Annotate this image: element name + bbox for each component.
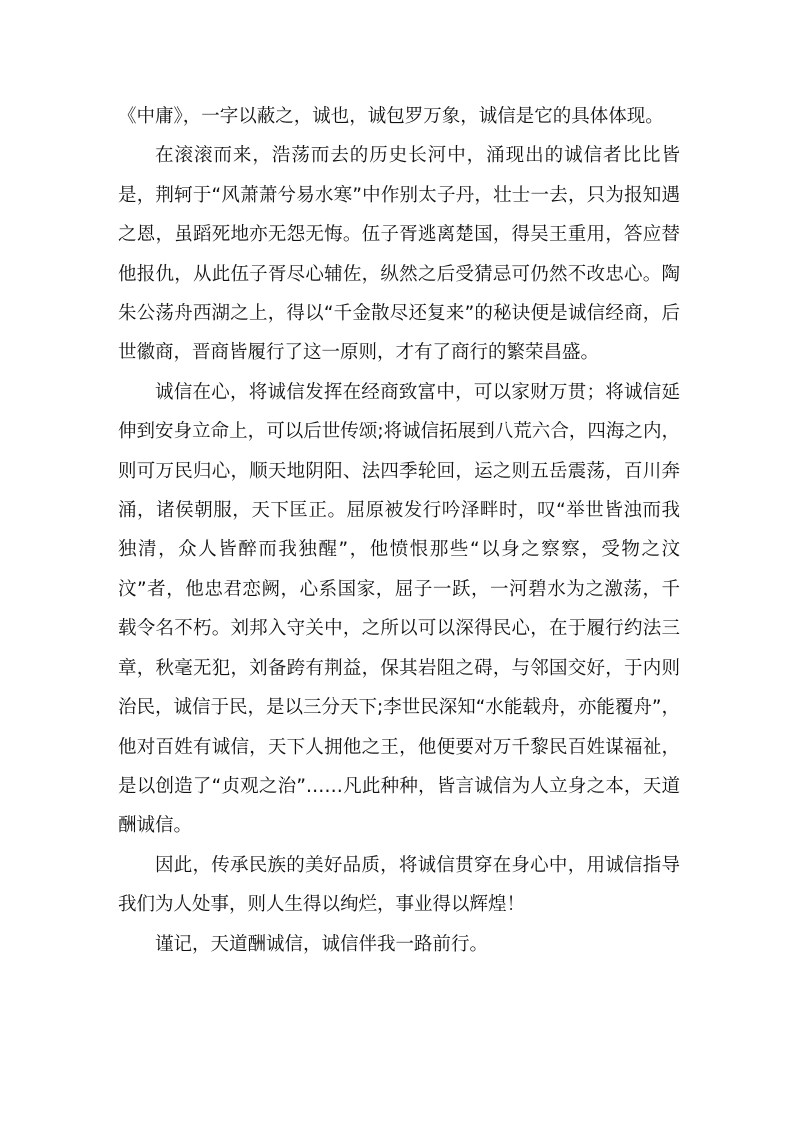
paragraph-conclusion: 因此，传承民族的美好品质，将诚信贯穿在身心中，用诚信指导我们为人处事，则人生得以绚烂，事业得以辉煌！ [118,854,680,916]
paragraph-zhongyong: 《中庸》，一字以蔽之，诚也，诚包罗万象，诚信是它的具体体现。 [118,106,664,127]
paragraph-history-examples: 在滚滚而来，浩荡而去的历史长河中，涌现出的诚信者比比皆是，荆轲于“风萧萧兮易水寒”中作别太子丹，壮士一去，只为报知遇之恩，虽蹈死地亦无怨无悔。伍子胥逃离楚国，得吴王重用，答应替他报仇，从此伍子胥尽心辅佐，纵然之后受猜忌可仍然不改忠心。陶朱公荡舟西湖之上，得以“千金散尽还复来”的秘诀便是诚信经商，后世徽商，晋商皆履行了这一原则，才有了商行的繁荣昌盛。 [118,145,680,364]
paragraph-closing: 谨记，天道酬诚信，诚信伴我一路前行。 [155,933,489,955]
essay-body [118,97,680,964]
paragraph-integrity-in-heart: 诚信在心，将诚信发挥在经商致富中，可以家财万贯；将诚信延伸到安身立命上，可以后世传颂;将诚信拓展到八荒六合，四海之内，则可万民归心，顺天地阴阳、法四季轮回，运之则五岳震荡，百川奔涌，诸侯朝服，天下匡正。屈原被发行吟泽畔时，叹“举世皆浊而我独清，众人皆醉而我独醒”，他愤恨那些“以身之察察，受物之汶汶”者，他忠君恋阙，心系国家，屈子一跃，一河碧水为之激荡，千载令名不朽。刘邦入守关中，之所以可以深得民心，在于履行约法三章，秋毫无犯，刘备跨有荆益，保其岩阻之碍，与邻国交好，于内则治民，诚信于民，是以三分天下;李世民深知“水能载舟，亦能覆舟”，他对百姓有诚信，天下人拥他之王，他便要对万千黎民百姓谋福祉，是以创造了“贞观之治”……凡此种种，皆言诚信为人立身之本，天道酬诚信。 [118,381,680,837]
